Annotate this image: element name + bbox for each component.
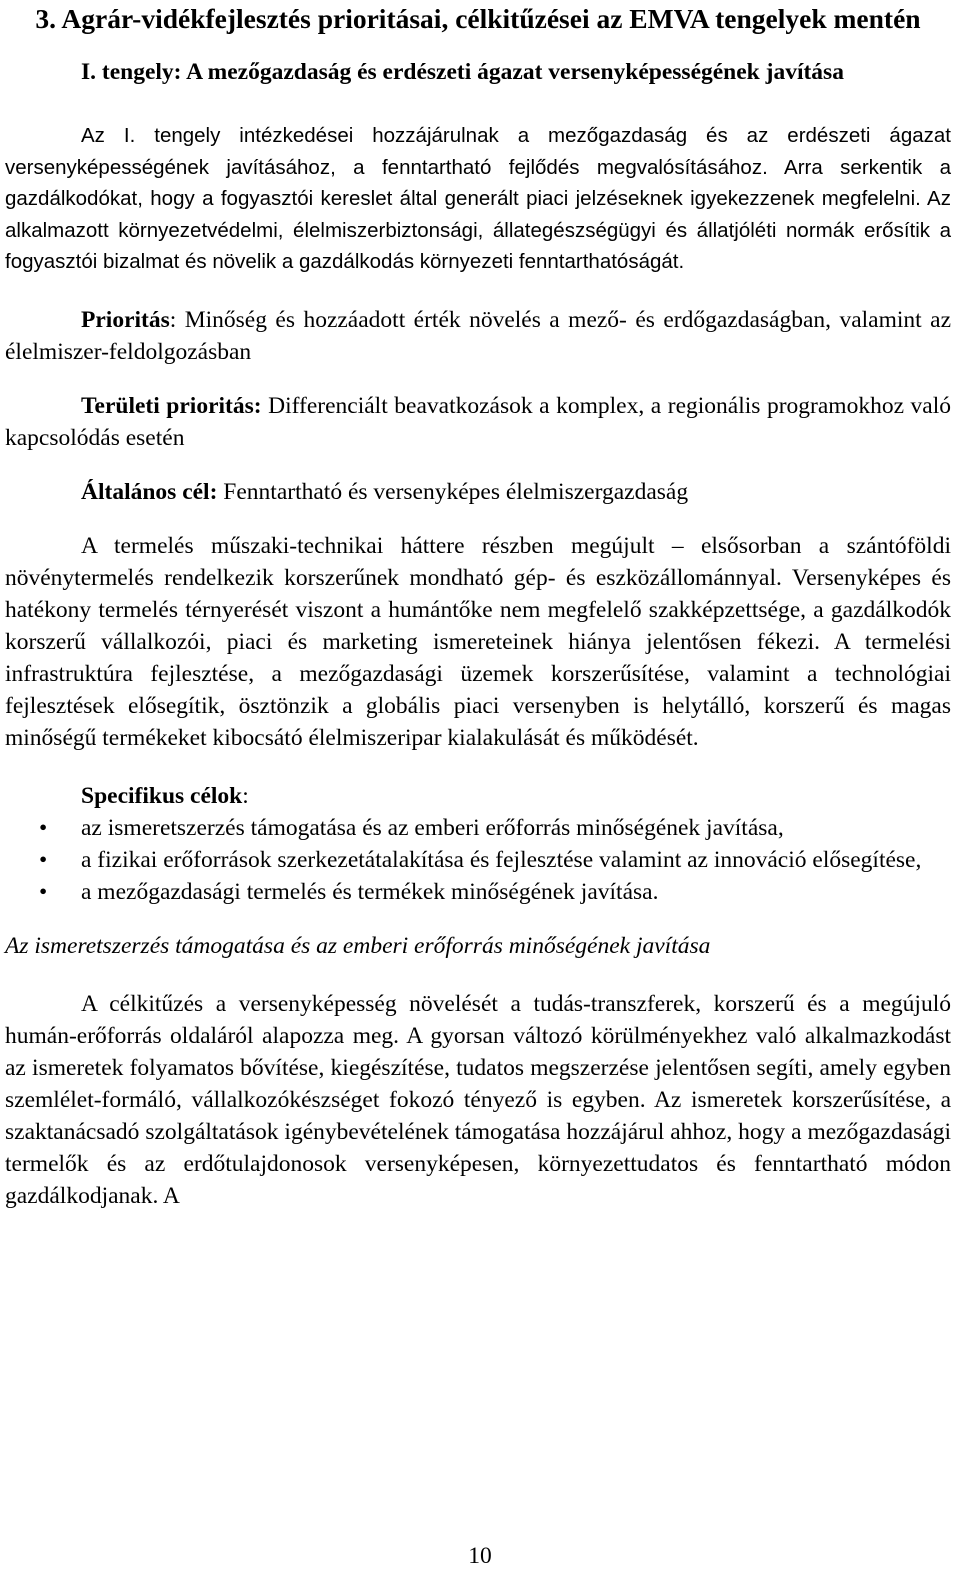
- regional-priority-line: [5, 390, 951, 454]
- bullet-icon: •: [39, 878, 48, 905]
- page-number: 10: [468, 1543, 492, 1569]
- list-item: [5, 876, 951, 908]
- list-item: [5, 844, 951, 876]
- subsection-paragraph: A célkitűzés a versenyképesség növelését a tudás-transzferek, korszerű és a megújuló humán-erőforrás oldaláról alapozza meg. A gyorsan változó körülményekhez való alkalmazkodást az ismeretek folyamatos bővítése, kiegészítése, tudatos megszerzése jelentősen segíti, amely egyben szemlélet-formáló, vállalkozókészséget fokozó tényező is egyben. Az ismeretek korszerűsítése, a szaktanácsadó szolgáltatások igénybevételének támogatása hozzájárul ahhoz, hogy a mezőgazdasági termelők és az erdőtulajdonosok versenyképesen, környezettudatos és fenntartható módon gazdálkodjanak. A: [5, 990, 951, 1209]
- body-paragraph: A termelés műszaki-technikai háttere részben megújult – elsősorban a szántóföldi növénytermelés rendelkezik korszerűnek mondható gép- és eszközállománnyal. Versenyképes és hatékony termelés térnyerését viszont a humántőke nem megfelelő szakképzettsége, a gazdálkodók korszerű vállalkozói, piaci és marketing ismereteinek hiánya jelentősen fékezi. A termelési infrastruktúra fejlesztése, a mezőgazdasági üzemek korszerűsítése, valamint a technológiai fejlesztések elősegítik, ösztönzik a globális piaci versenyben is helytálló, korszerű és magas minőségű termékeket kibocsátó élelmiszeripar kialakulását és működését.: [5, 532, 951, 751]
- priority-line: [5, 304, 951, 368]
- general-goal-line: [5, 476, 951, 508]
- specific-goals-separator: :: [242, 782, 249, 809]
- intro-paragraph: Az I. tengely intézkedései hozzájárulnak a mezőgazdaság és az erdészeti ágazat versenyképességének javításához, a fenntartható fejlődés megvalósításához. Arra serkentik a gazdálkodókat, hogy a fogyasztói kereslet által generált piaci jelzéseknek igyekezzenek megfelelni. Az alkalmazott környezetvédelmi, élelmiszerbiztonsági, állategészségügyi és állatjóléti normák erősítik a fogyasztói bizalmat és növelik a gazdálkodás környezeti fenntarthatóságát.: [5, 124, 951, 273]
- bullet-icon: •: [39, 814, 48, 841]
- specific-goals-label: Specifikus célok: [81, 782, 243, 809]
- general-goal-text: Fenntartható és versenyképes élelmiszergazdaság: [217, 478, 689, 505]
- bullet-icon: •: [39, 846, 48, 873]
- axis-heading: I. tengely: A mezőgazdaság és erdészeti ágazat versenyképességének javítása: [81, 59, 844, 85]
- general-goal-label: Általános cél:: [81, 478, 218, 505]
- regional-priority-label: Területi prioritás:: [81, 392, 262, 419]
- list-item-text: a fizikai erőforrások szerkezetátalakítása és fejlesztése valamint az innováció elősegítése,: [81, 846, 922, 873]
- list-item: [5, 812, 951, 844]
- subsection-title: Az ismeretszerzés támogatása és az emberi erőforrás minőségének javítása: [5, 932, 711, 959]
- priority-label: Prioritás: [81, 306, 170, 333]
- regional-priority-text: Differenciált beavatkozások a komplex, a regionális programokhoz való kapcsolódás esetén: [5, 392, 951, 451]
- document-page: [5, 0, 951, 1212]
- priority-text: Minőség és hozzáadott érték növelés a mező- és erdőgazdaságban, valamint az élelmiszer-feldolgozásban: [5, 306, 951, 365]
- priority-separator: :: [169, 306, 185, 333]
- specific-goals-heading: [5, 780, 951, 812]
- list-item-text: az ismeretszerzés támogatása és az emberi erőforrás minőségének javítása,: [81, 814, 784, 841]
- specific-goals-list: [5, 812, 951, 908]
- section-title: 3. Agrár-vidékfejlesztés prioritásai, célkitűzései az EMVA tengelyek mentén: [35, 3, 921, 34]
- list-item-text: a mezőgazdasági termelés és termékek minőségének javítása.: [81, 878, 659, 905]
